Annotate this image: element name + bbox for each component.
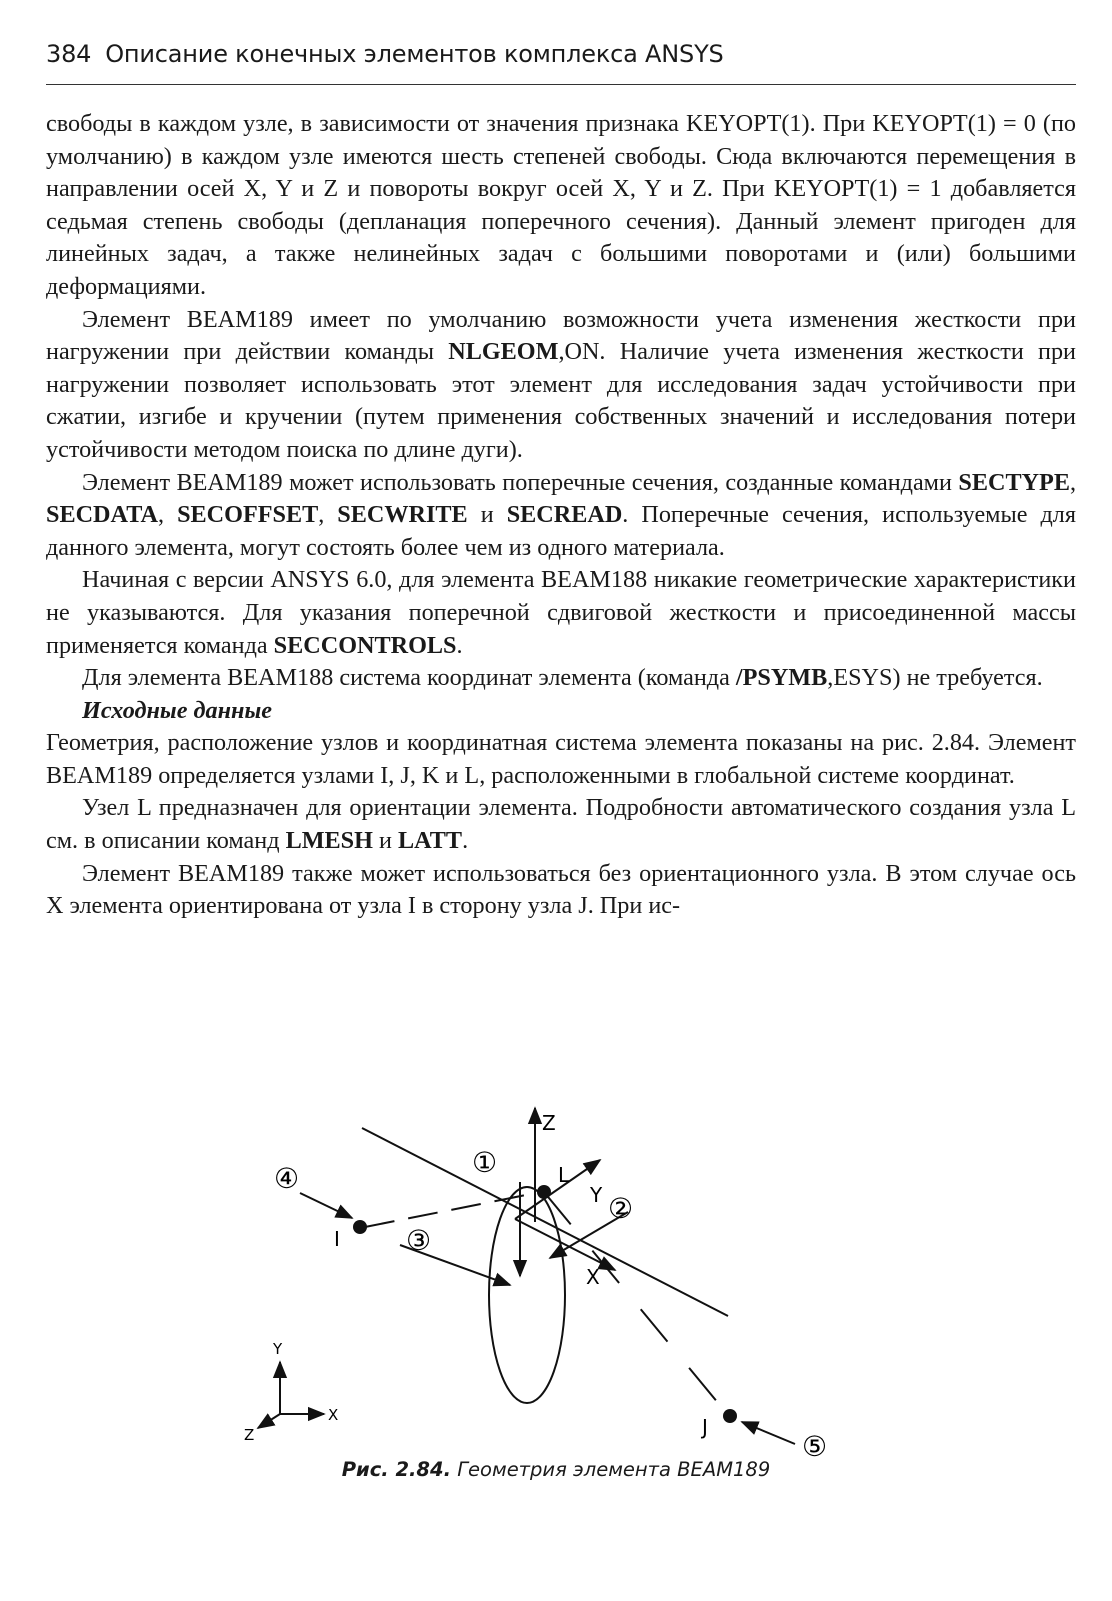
text-run: ,ON. Наличие учета изменения жесткости при нагружении позволяет использовать этот элемент для исследования задач устойчивости при сжатии, изгибе и кручении (путем применения собственных значений и исследования потери устойчивости методом поиска по длине дуги). (46, 338, 1076, 463)
command-sectype: SECTYPE (958, 468, 1070, 496)
text-run: , (1069, 468, 1076, 496)
command-secdata: SECDATA (46, 501, 158, 529)
caption-text: Геометрия элемента BEAM189 (457, 1458, 771, 1481)
label-global-y: Y (273, 1340, 283, 1358)
running-title: Описание конечных элементов комплекса ANSYS (105, 40, 724, 68)
arrow-5 (742, 1422, 795, 1444)
text-run: и (467, 501, 507, 529)
label-axis-y: Y (590, 1183, 603, 1207)
node-j (723, 1409, 737, 1423)
body-text (46, 108, 1076, 923)
node-i (353, 1220, 367, 1234)
text-run: Узел L предназначен для ориентации элемента. Подробности автоматического создания узла L см. в описании команд (46, 794, 1076, 855)
paragraph-nlgeom (46, 304, 1076, 467)
text-run: Элемент BEAM189 имеет по умолчанию возможности учета изменения жесткости при нагружении при действии команды (46, 305, 1076, 366)
beam-axis-line (362, 1128, 728, 1316)
command-secwrite: SECWRITE (337, 501, 468, 529)
command-seccontrols: SECCONTROLS (273, 631, 457, 659)
text-run: , (318, 501, 338, 529)
element-x-axis (515, 1219, 615, 1270)
marker-3: ③ (406, 1224, 432, 1257)
label-node-j: J (702, 1415, 708, 1439)
header-rule (46, 84, 1076, 85)
text-run: Для элемента BEAM188 система координат элемента (команда (82, 664, 736, 692)
arrow-4 (300, 1193, 352, 1218)
paragraph-orientation: Элемент BEAM189 также может использоваться без ориентационного узла. В этом случае ось X элемента ориентирована от узла I в сторону узла J. При ис- (46, 859, 1076, 920)
command-nlgeom: NLGEOM (448, 338, 559, 366)
text-run: , (158, 501, 178, 529)
running-header (46, 40, 1076, 68)
text-run: . (456, 631, 463, 659)
dashed-l-to-j (544, 1192, 728, 1415)
marker-5: ⑤ (802, 1430, 828, 1463)
text-run: и (372, 827, 398, 855)
label-global-z: Z (244, 1426, 255, 1444)
caption-prefix: Рис. 2.84. (341, 1458, 451, 1481)
text-run: . (462, 827, 469, 855)
section-heading: Исходные данные (82, 696, 272, 724)
dashed-i-to-l (365, 1192, 541, 1227)
paragraph-psymb (46, 662, 1076, 695)
figure-caption (0, 1458, 1112, 1481)
paragraph-seccontrols (46, 564, 1076, 662)
node-l (537, 1185, 551, 1199)
command-latt: LATT (397, 827, 463, 855)
marker-2: ② (608, 1192, 634, 1225)
command-lmesh: LMESH (285, 827, 373, 855)
paragraph-node-l (46, 792, 1076, 857)
label-axis-z: Z (542, 1111, 556, 1135)
cross-section-ellipse (489, 1187, 565, 1403)
global-z-axis (258, 1414, 280, 1428)
text-run: . Поперечные сечения, используемые для данного элемента, могут состоять более чем из одного материала. (46, 501, 1076, 561)
command-psymb: /PSYMB (735, 664, 828, 692)
text-run: ,ESYS) не требуется. (827, 664, 1043, 692)
text-run: Элемент BEAM189 может использовать поперечные сечения, созданные командами (82, 468, 959, 496)
marker-4: ④ (274, 1162, 300, 1195)
marker-1: ① (472, 1146, 498, 1179)
paragraph-geometry: Геометрия, расположение узлов и координатная система элемента показаны на рис. 2.84. Элемент BEAM189 определяется узлами I, J, K и L, расположенными в глобальной системе координат. (46, 729, 1076, 789)
paragraph-dof: свободы в каждом узле, в зависимости от значения признака KEYOPT(1). При KEYOPT(1) = 0 (по умолчанию) в каждом узле имеются шесть степеней свободы. Сюда включаются перемещения в направлении осей X, Y и Z и повороты вокруг осей X, Y и Z. При KEYOPT(1) = 1 добавляется седьмая степень свободы (депланация поперечного сечения). Данный элемент пригоден для линейных задач, а также нелинейных задач с большими поворотами и (или) большими деформациями. (46, 110, 1076, 300)
command-secoffset: SECOFFSET (177, 501, 319, 529)
label-global-x: X (328, 1406, 339, 1424)
label-node-l: L (558, 1163, 570, 1187)
text-run: Начиная с версии ANSYS 6.0, для элемента BEAM188 никакие геометрические характеристики не указываются. Для указания поперечной сдвиговой жесткости и присоединенной массы применяется команда (46, 566, 1076, 659)
paragraph-sections (46, 467, 1076, 565)
command-secread: SECREAD (506, 501, 623, 529)
label-axis-x: X (586, 1265, 600, 1289)
page-number: 384 (46, 40, 92, 68)
label-node-i: I (334, 1227, 340, 1251)
